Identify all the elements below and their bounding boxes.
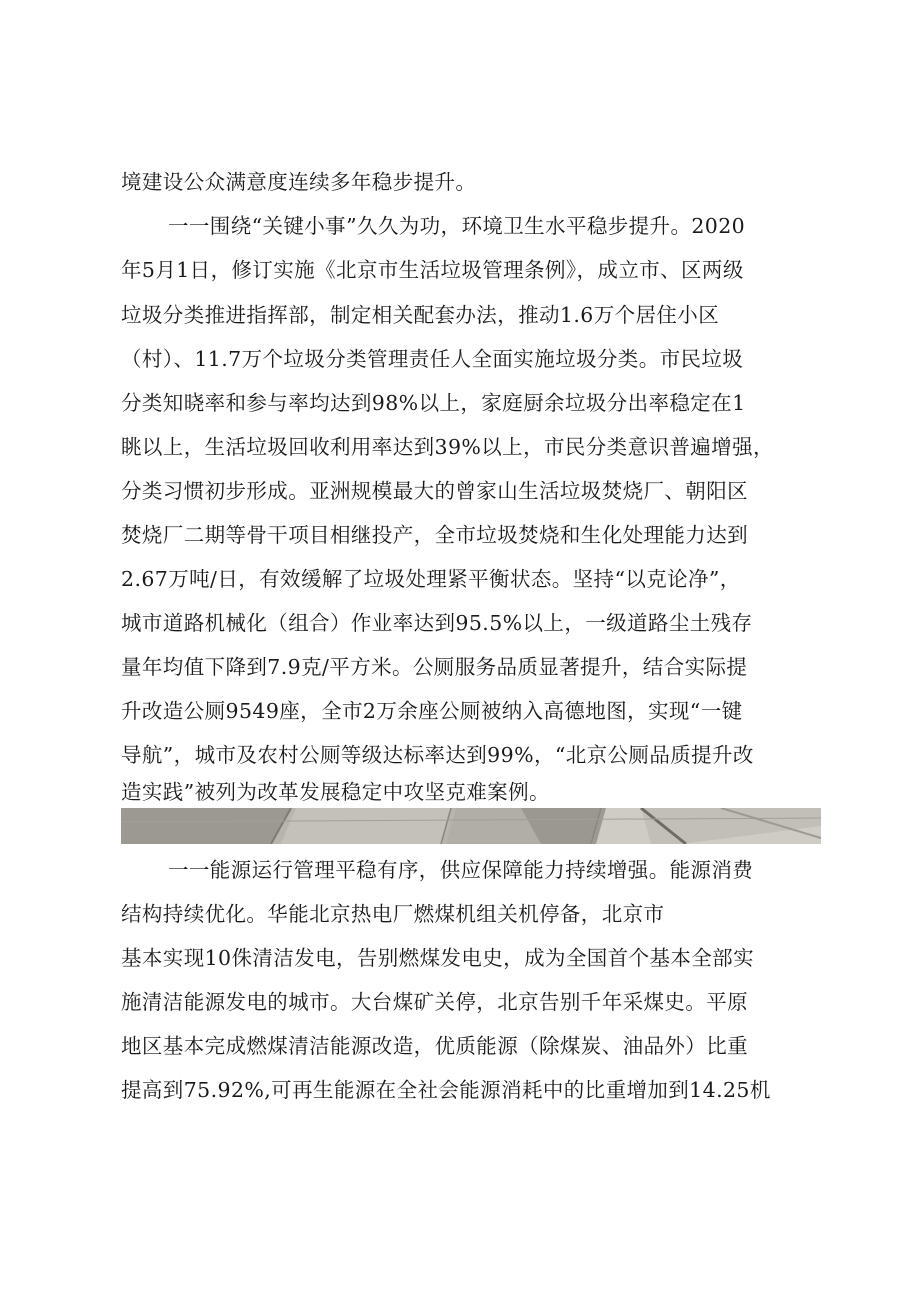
text-line: 基本实现10侏清洁发电，告别燃煤发电史，成为全国首个基本全部实 xyxy=(121,946,754,970)
text-line: （村）、11.7万个垃圾分类管理责任人全面实施垃圾分类。市民垃圾 xyxy=(121,347,744,371)
pavement-photo xyxy=(121,808,821,844)
text-line: 导航”，城市及农村公厕等级达标率达到99%，“北京公厕品质提升改 xyxy=(121,743,754,767)
text-line: 年5月1日，修订实施《北京市生活垃圾管理条例》，成立市、区两级 xyxy=(121,258,744,282)
text-line: 地区基本完成燃煤清洁能源改造，优质能源（除煤炭、油品外）比重 xyxy=(121,1034,748,1058)
text-line: 焚烧厂二期等骨干项目相继投产，全市垃圾焚烧和生化处理能力达到 xyxy=(121,523,748,547)
pavement-photo-strip xyxy=(121,808,821,844)
text-line: 造实践”被列为改革发展稳定中攻坚克难案例。 xyxy=(121,780,550,804)
text-line: 分类知晓率和参与率均达到98%以上，家庭厨余垃圾分出率稳定在1 xyxy=(121,391,746,415)
text-line: 一一围绕“关键小事”久久为功，环境卫生水平稳步提升。2020 xyxy=(168,214,746,238)
text-line: 分类习惯初步形成。亚洲规模最大的曾家山生活垃圾焚烧厂、朝阳区 xyxy=(121,479,748,503)
text-line: 升改造公厕9549座，全市2万余座公厕被纳入高德地图，实现“一键 xyxy=(121,699,743,723)
text-line: 提高到75.92%,可再生能源在全社会能源消耗中的比重增加到14.25机 xyxy=(121,1078,771,1102)
text-line: 境建设公众满意度连续多年稳步提升。 xyxy=(121,170,477,194)
text-line: 垃圾分类推进指挥部，制定相关配套办法，推动1.6万个居住小区 xyxy=(121,303,720,327)
text-line: 施清洁能源发电的城市。大台煤矿关停，北京告别千年采煤史。平原 xyxy=(121,990,748,1014)
text-line: 一一能源运行管理平稳有序，供应保障能力持续增强。能源消费 xyxy=(168,858,754,882)
text-line: 结构持续优化。华能北京热电厂燃煤机组关机停备，北京市 xyxy=(121,902,665,926)
text-line: 城市道路机械化（组合）作业率达到95.5%以上，一级道路尘土残存 xyxy=(121,611,753,635)
text-line: 量年均值下降到7.9克/平方米。公厕服务品质显著提升，结合实际提 xyxy=(121,655,748,679)
text-line: 眺以上，生活垃圾回收利用率达到39%以上，市民分类意识普遍增强， xyxy=(121,435,774,459)
text-line: 2.67万吨/日，有效缓解了垃圾处理紧平衡状态。坚持“以克论净”， xyxy=(121,567,741,591)
